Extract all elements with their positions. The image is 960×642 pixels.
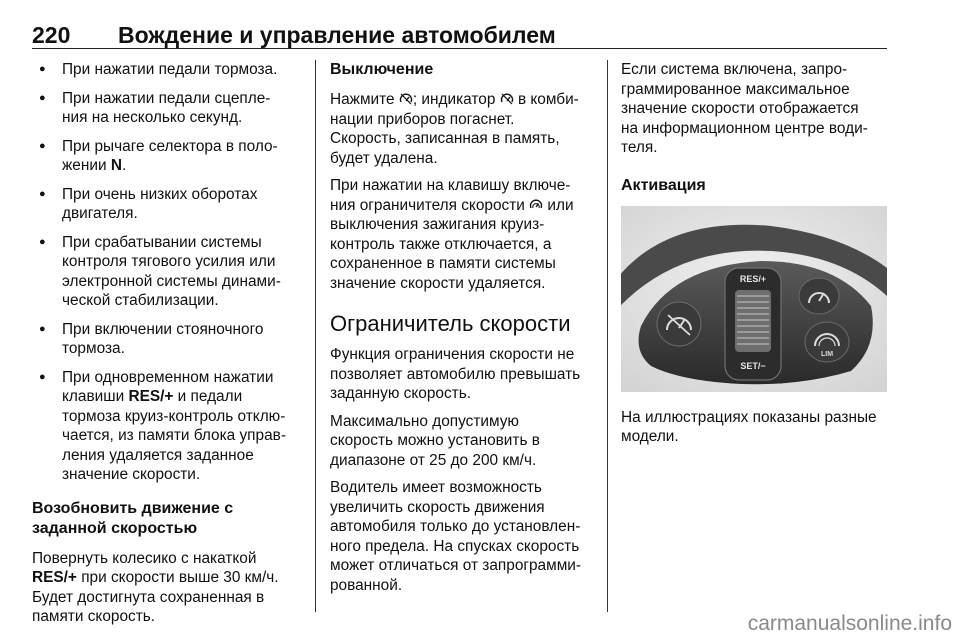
- resume-paragraph: Повернуть колесико с накаткой RES/+ при скорости выше 30 км/ч. Будет достигнута сохраненная в памяти скорость.: [32, 549, 279, 625]
- page-number: 220: [32, 22, 71, 48]
- cruise-off-icon: [399, 92, 413, 106]
- resume-heading: Возобновить движение с заданной скоростью: [32, 499, 234, 537]
- activation-heading: Активация: [621, 176, 706, 194]
- limiter-paragraph-2: Максимально допустимую скорость можно установить в диапазоне от 25 до 200 км/ч.: [330, 412, 540, 469]
- list-item: ● При очень низких оборотах двигателя.: [32, 185, 300, 224]
- column-1: [32, 60, 300, 635]
- steering-wheel-photo: [621, 206, 887, 392]
- speed-limiter-icon: [529, 198, 543, 212]
- list-item: ● При нажатии педали сцепле- ния на несколько секунд.: [32, 89, 300, 128]
- list-item: ● При одновременном нажатии клавиши RES/+ и педали тормоза круиз-контроль отклю- чается, из памяти блока управ- ления удаляется заданное значение скорости.: [32, 368, 300, 485]
- column-divider-1: [315, 60, 316, 612]
- list-item: ● При нажатии педали тормоза.: [32, 60, 300, 80]
- cruise-off-icon: [500, 92, 514, 106]
- off-paragraph: Нажмите ; индикатор в комби- нации приборов погаснет. Скорость, записанная в память, будет удалена.: [330, 91, 579, 167]
- ignition-paragraph: При нажатии на клавишу включе- ния ограничителя скорости или выключения зажигания круиз- контроль также отключается, а сохраненное в памяти системы значение скорости удаляется.: [330, 177, 574, 292]
- off-heading: Выключение: [330, 61, 434, 78]
- limiter-paragraph-3: Водитель имеет возможность увеличить скорость движения автомобиля только до установлен- ного предела. На спусках скорость может отличаться от запрограмми- рованной.: [330, 479, 581, 594]
- limiter-heading: Ограничитель скорости: [330, 311, 571, 336]
- enabled-paragraph: Если система включена, запро- граммированное максимальное значение скорости отображается на информационном центре води- теля.: [621, 61, 868, 156]
- page-header: [32, 16, 887, 49]
- list-item: ● При включении стояночного тормоза.: [32, 320, 300, 359]
- set-button-label: SET/−: [740, 360, 766, 371]
- limiter-paragraph-1: Функция ограничения скорости не позволяет автомобилю превышать заданную скорость.: [330, 346, 581, 402]
- res-button-label: RES/+: [739, 273, 767, 284]
- column-2: [330, 60, 598, 603]
- list-item: ● При срабатывании системы контроля тягового усилия или электронной системы динами- ческой стабилизации.: [32, 233, 300, 311]
- watermark: carmanualsonline.info: [747, 612, 952, 635]
- cancel-conditions-list: [32, 60, 300, 485]
- steering-wheel-controls-image: [621, 206, 887, 392]
- image-caption: На иллюстрациях показаны разные модели.: [621, 408, 877, 445]
- column-divider-2: [607, 60, 608, 612]
- column-3: [621, 60, 889, 455]
- list-item: ● При рычаге селектора в поло- жении N.: [32, 137, 300, 176]
- lim-button-label: LIM: [820, 350, 834, 358]
- page-title: Вождение и управление автомобилем: [118, 22, 556, 48]
